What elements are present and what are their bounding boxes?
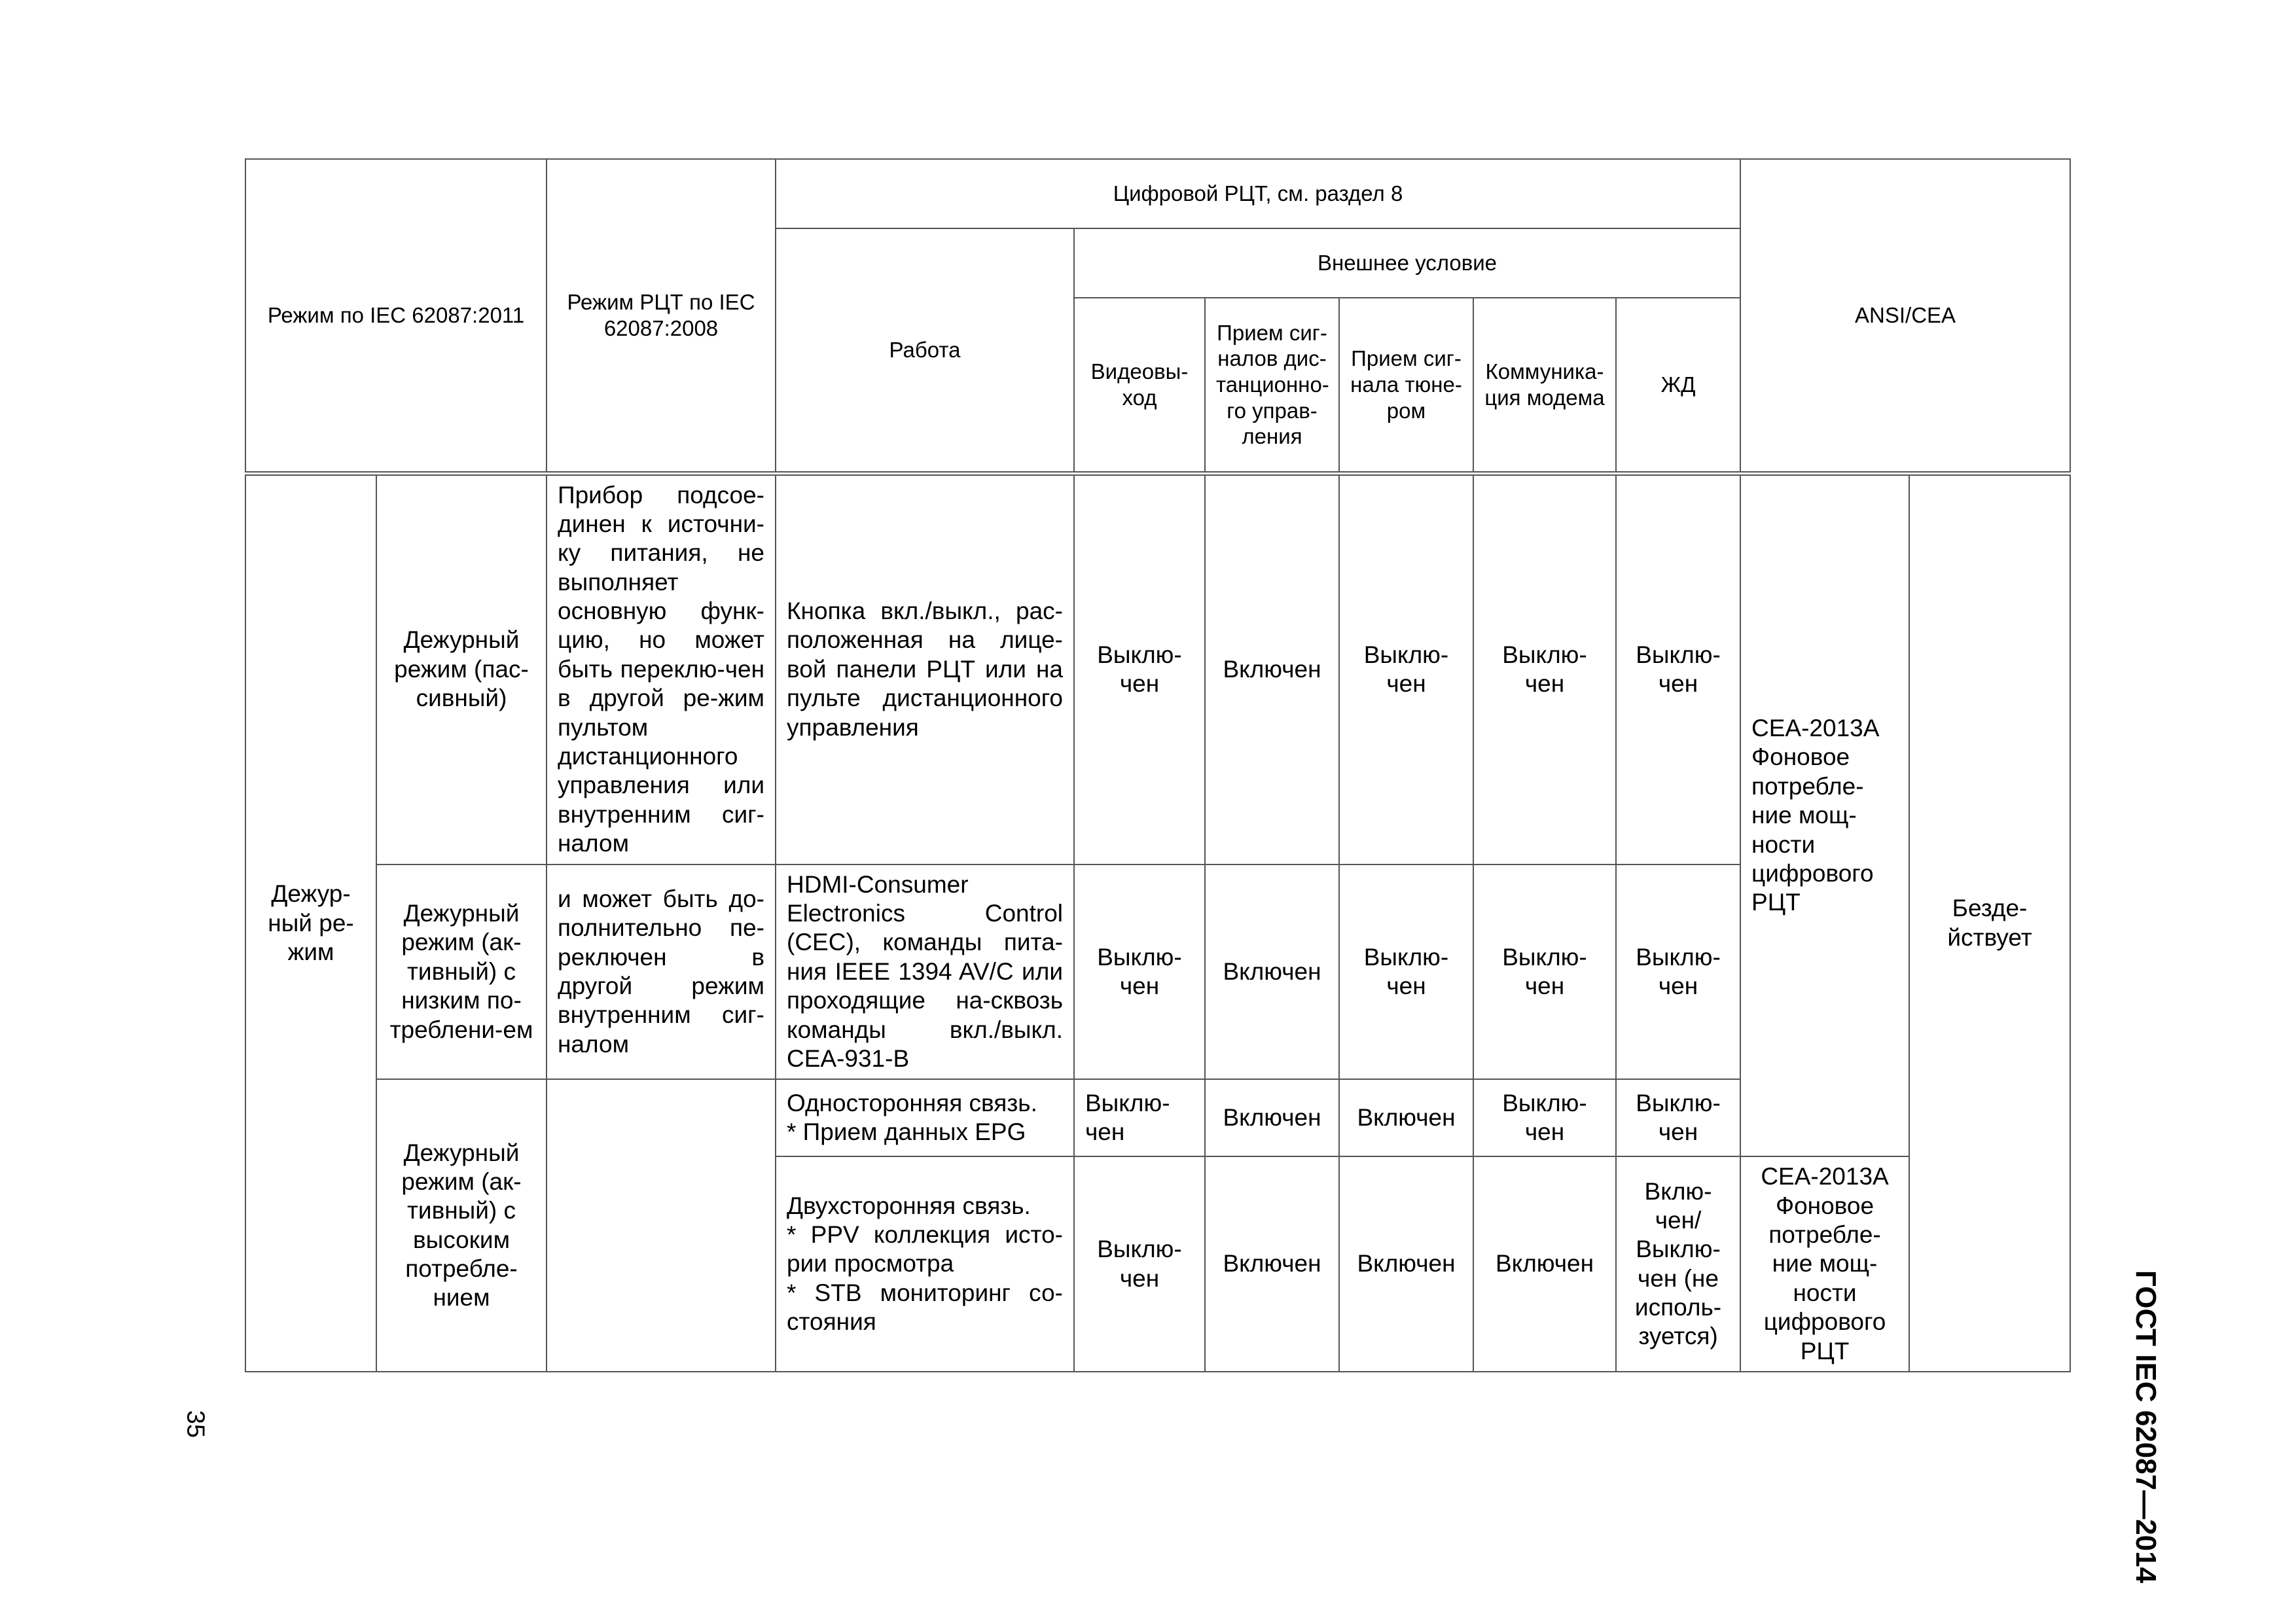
header-ansi-cea: ANSI/CEA [1740,159,2070,473]
work-active-low: HDMI-Consumer Electronics Control (CEC), команды пита-ния IEEE 1394 AV/C или проходящие на-сквозь команды вкл./выкл. CEA-931-B [776,865,1074,1080]
standby-modes-table [245,158,2071,1372]
mode-active-low: Дежурный режим (ак-тивный) с низким по-треблени-ем [376,865,547,1080]
hdd-active-low: Выклю-чен [1616,865,1740,1080]
table-row [245,473,2070,865]
header-external-group: Внешнее условие [1074,228,1740,298]
rct-desc-active-low: и может быть до-полнительно пе-реключен в другой режим внутренним сиг-налом [547,865,776,1080]
video-two-way: Выклю-чен [1074,1156,1205,1372]
header-remote-control: Прием сиг-налов дис-танционно-го управ-ления [1205,298,1339,473]
mode-passive: Дежурный режим (пас-сивный) [376,473,547,865]
header-digital-group: Цифровой РЦТ, см. раздел 8 [776,159,1740,228]
ansi-passive: CEA-2013A Фоновое потребле-ние мощ-ности цифрового РЦТ [1740,473,1909,1156]
tuner-passive: Выклю-чен [1339,473,1473,865]
header-video-out: Видеовы-ход [1074,298,1205,473]
page-number: 35 [181,1410,209,1438]
header-rct-2008: Режим РЦТ по IEC 62087:2008 [547,159,776,473]
header-row [245,159,2070,228]
document-side-title: ГОСТ IEC 62087—2014 [2130,1270,2162,1584]
remote-two-way: Включен [1205,1156,1339,1372]
tuner-two-way: Включен [1339,1156,1473,1372]
header-hdd: ЖД [1616,298,1740,473]
standby-mode-cell: Дежур-ный ре-жим [245,473,376,1372]
header-tuner: Прием сиг-нала тюне-ром [1339,298,1473,473]
rct-desc-active-high [547,1079,776,1372]
work-one-way: Односторонняя связь. * Прием данных EPG [776,1079,1074,1156]
rct-desc-passive: Прибор подсое-динен к источни-ку питания, не выполняет основную функ-цию, но может быть переклю-чен в другой ре-жим пультом дистанционного управления или внутренним сиг-налом [547,473,776,865]
header-modem: Коммуника-ция модема [1473,298,1616,473]
header-iec-2011: Режим по IEC 62087:2011 [245,159,547,473]
mode-active-high: Дежурный режим (ак-тивный) с высоким потребле-нием [376,1079,547,1372]
work-passive: Кнопка вкл./выкл., рас-положенная на лице-вой панели РЦТ или на пульте дистанционного управления [776,473,1074,865]
modem-active-low: Выклю-чен [1473,865,1616,1080]
work-two-way: Двухсторонняя связь. * PPV коллекция исто-рии просмотра * STB мониторинг со-стояния [776,1156,1074,1372]
tuner-one-way: Включен [1339,1079,1473,1156]
video-one-way: Выклю-чен [1074,1079,1205,1156]
header-work: Работа [776,228,1074,473]
hdd-one-way: Выклю-чен [1616,1079,1740,1156]
tuner-active-low: Выклю-чен [1339,865,1473,1080]
hdd-two-way: Вклю-чен/ Выклю-чен (не исполь-зуется) [1616,1156,1740,1372]
modem-passive: Выклю-чен [1473,473,1616,865]
video-passive: Выклю-чен [1074,473,1205,865]
modem-two-way: Включен [1473,1156,1616,1372]
remote-one-way: Включен [1205,1079,1339,1156]
video-active-low: Выклю-чен [1074,865,1205,1080]
modem-one-way: Выклю-чен [1473,1079,1616,1156]
remote-passive: Включен [1205,473,1339,865]
remote-active-low: Включен [1205,865,1339,1080]
absent-cell: Безде-йствует [1909,473,2070,1372]
ansi-two-way: CEA-2013A Фоновое потребле-ние мощ-ности цифрового РЦТ [1740,1156,1909,1372]
hdd-passive: Выклю-чен [1616,473,1740,865]
